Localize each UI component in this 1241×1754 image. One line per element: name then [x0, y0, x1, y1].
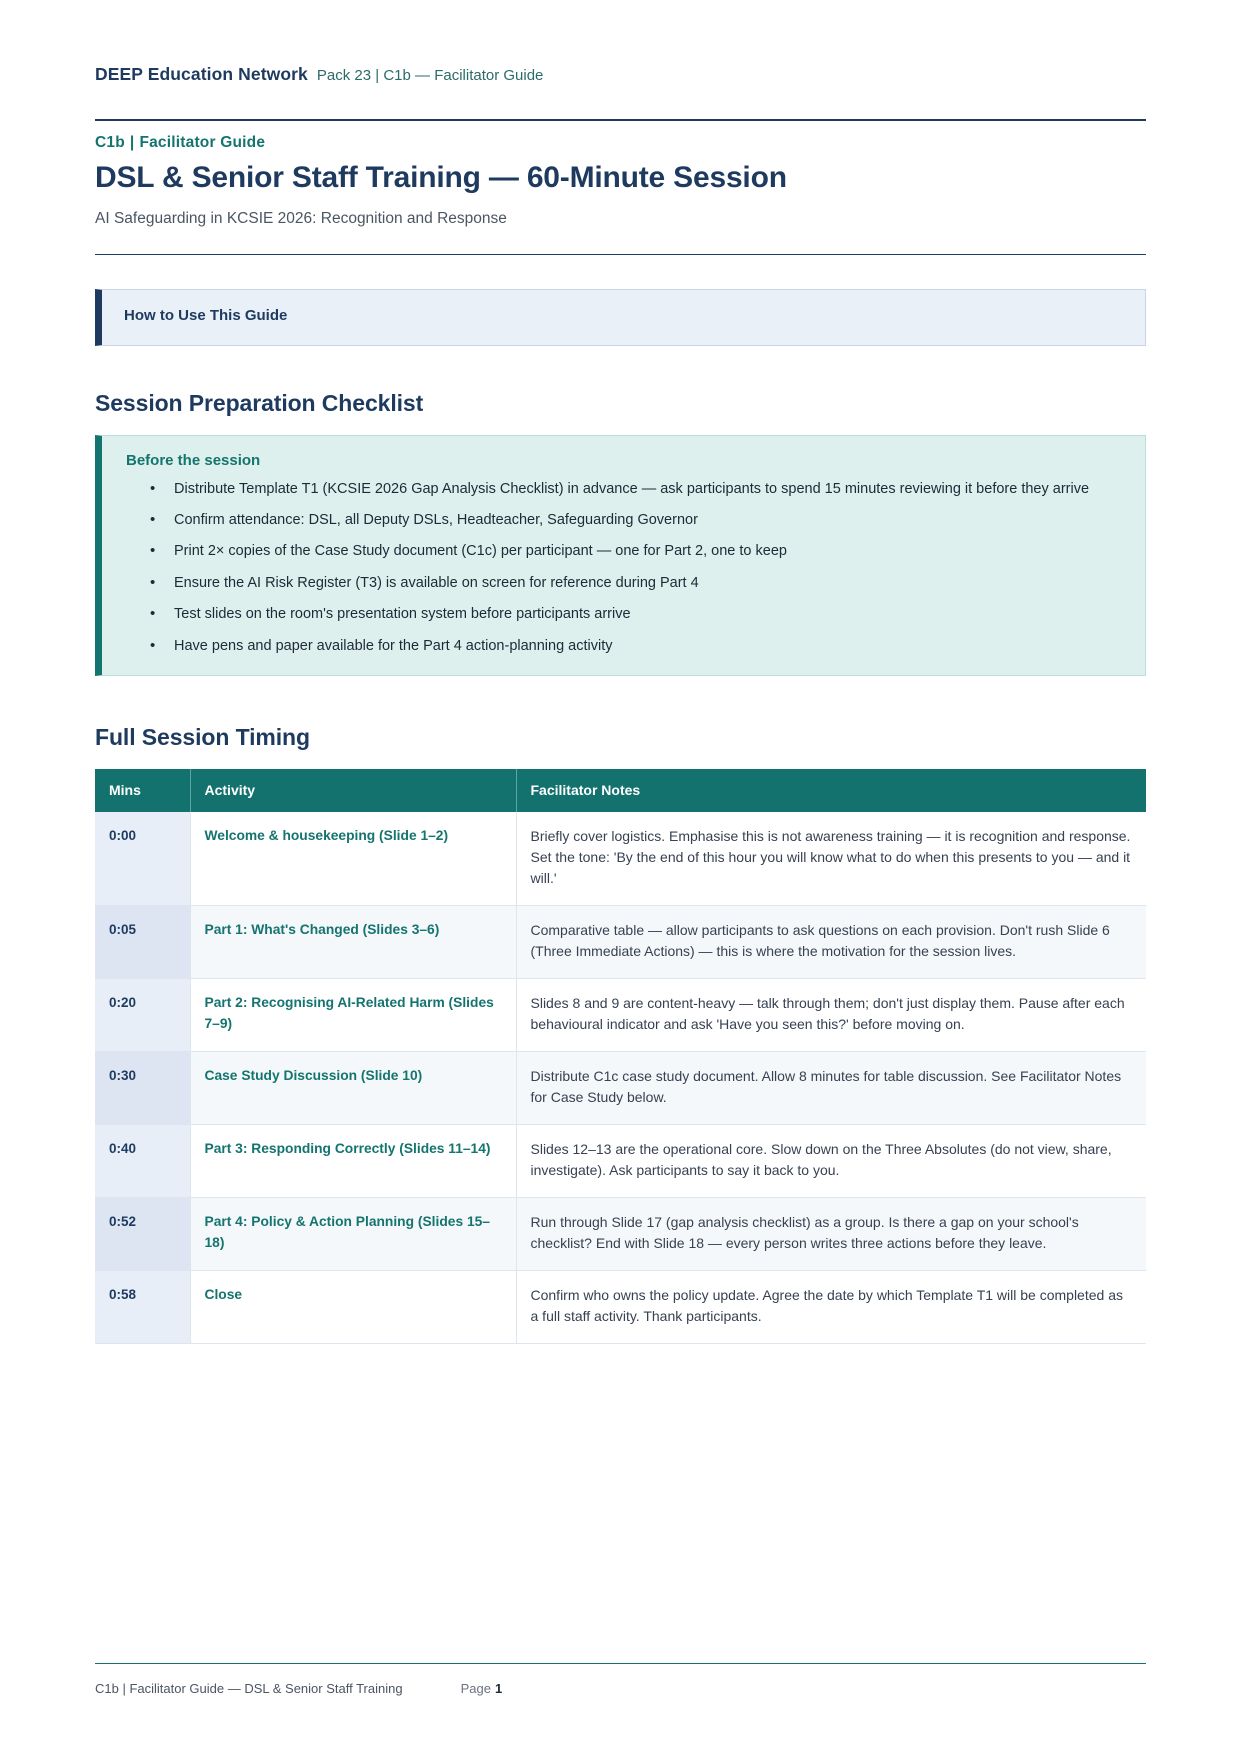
cell-mins: 0:52: [95, 1198, 190, 1271]
table-row: [95, 1271, 1146, 1344]
page-subtitle: AI Safeguarding in KCSIE 2026: Recognition and Response: [95, 209, 507, 227]
page-title: DSL & Senior Staff Training — 60-Minute Session: [95, 161, 787, 194]
cell-notes: Slides 8 and 9 are content-heavy — talk through them; don't just display them. Pause after each behavioural indicator and ask 'Have you seen this?' before moving on.: [516, 979, 1146, 1052]
table-row: [95, 1198, 1146, 1271]
column-header-activity: Activity: [190, 769, 516, 812]
how-to-use-callout: [95, 289, 1146, 346]
list-item: • Confirm attendance: DSL, all Deputy DSLs, Headteacher, Safeguarding Governor: [126, 509, 1121, 531]
table-header: [95, 769, 1146, 812]
title-block: [95, 119, 1146, 254]
column-header-facilitator-notes: Facilitator Notes: [516, 769, 1146, 812]
cell-notes: Slides 12–13 are the operational core. Slow down on the Three Absolutes (do not view, share, investigate). Ask participants to say it back to you.: [516, 1125, 1146, 1198]
list-item: • Distribute Template T1 (KCSIE 2026 Gap Analysis Checklist) in advance — ask participants to spend 15 minutes reviewing it before they arrive: [126, 478, 1121, 500]
list-item: • Print 2× copies of the Case Study document (C1c) per participant — one for Part 2, one to keep: [126, 540, 1121, 562]
eyebrow-separator: |: [129, 134, 135, 151]
header-meta: Pack 23 | C1b — Facilitator Guide: [316, 67, 544, 84]
section-heading-preparation: Session Preparation Checklist: [95, 389, 424, 416]
cell-mins: 0:20: [95, 979, 190, 1052]
section-heading-timing: Full Session Timing: [95, 724, 310, 751]
footer-page-number: 1: [494, 1681, 503, 1696]
table-row: [95, 812, 1146, 906]
cell-notes: Distribute C1c case study document. Allow 8 minutes for table discussion. See Facilitator Notes for Case Study below.: [516, 1052, 1146, 1125]
footer-line: [95, 1681, 1146, 1696]
callout-title: How to Use This Guide: [124, 306, 288, 324]
cell-activity: Part 3: Responding Correctly (Slides 11–14): [190, 1125, 516, 1198]
cell-activity: Part 4: Policy & Action Planning (Slides 15–18): [190, 1198, 516, 1271]
cell-activity: Case Study Discussion (Slide 10): [190, 1052, 516, 1125]
cell-mins: 0:00: [95, 812, 190, 906]
eyebrow-label: Facilitator Guide: [139, 134, 266, 151]
table-row: [95, 1125, 1146, 1198]
table-row: [95, 979, 1146, 1052]
footer-page-indicator: [461, 1681, 503, 1696]
column-header-mins: Mins: [95, 769, 190, 812]
cell-activity: Part 1: What's Changed (Slides 3–6): [190, 906, 516, 979]
page-footer: [95, 1663, 1146, 1696]
cell-notes: Briefly cover logistics. Emphasise this is not awareness training — it is recognition and response. Set the tone: 'By the end of this hour you will know what to do when this presents to you — and it will.': [516, 812, 1146, 906]
cell-mins: 0:05: [95, 906, 190, 979]
cell-notes: Confirm who owns the policy update. Agree the date by which Template T1 will be completed as a full staff activity. Thank participants.: [516, 1271, 1146, 1344]
cell-activity: Welcome & housekeeping (Slide 1–2): [190, 812, 516, 906]
table-row: [95, 1052, 1146, 1125]
preparation-checklist-panel: [95, 435, 1146, 677]
eyebrow-code: C1b: [95, 134, 125, 151]
footer-divider: [95, 1663, 1146, 1664]
cell-activity: Part 2: Recognising AI-Related Harm (Slides 7–9): [190, 979, 516, 1052]
list-item: • Have pens and paper available for the Part 4 action-planning activity: [126, 635, 1121, 657]
cell-mins: 0:30: [95, 1052, 190, 1125]
running-header: [95, 56, 1146, 85]
brand-name: DEEP Education Network: [95, 64, 308, 84]
footer-page-label: Page: [460, 1681, 491, 1696]
table-body: [95, 812, 1146, 1344]
document-eyebrow: [95, 134, 1146, 152]
checklist-panel-title: Before the session: [126, 451, 261, 469]
footer-document-label: C1b | Facilitator Guide — DSL & Senior Staff Training: [95, 1681, 403, 1696]
cell-activity: Close: [190, 1271, 516, 1344]
cell-mins: 0:40: [95, 1125, 190, 1198]
table-header-row: [95, 769, 1146, 812]
list-item: • Ensure the AI Risk Register (T3) is available on screen for reference during Part 4: [126, 572, 1121, 594]
table-row: [95, 906, 1146, 979]
cell-mins: 0:58: [95, 1271, 190, 1344]
cell-notes: Run through Slide 17 (gap analysis checklist) as a group. Is there a gap on your school's checklist? End with Slide 18 — every person writes three actions before they leave.: [516, 1198, 1146, 1271]
list-item: • Test slides on the room's presentation system before participants arrive: [126, 603, 1121, 625]
title-divider: [95, 254, 1146, 255]
checklist-list: [126, 478, 1121, 658]
cell-notes: Comparative table — allow participants to ask questions on each provision. Don't rush Slide 6 (Three Immediate Actions) — this is where the motivation for the session lives.: [516, 906, 1146, 979]
session-timing-table: [95, 769, 1146, 1344]
